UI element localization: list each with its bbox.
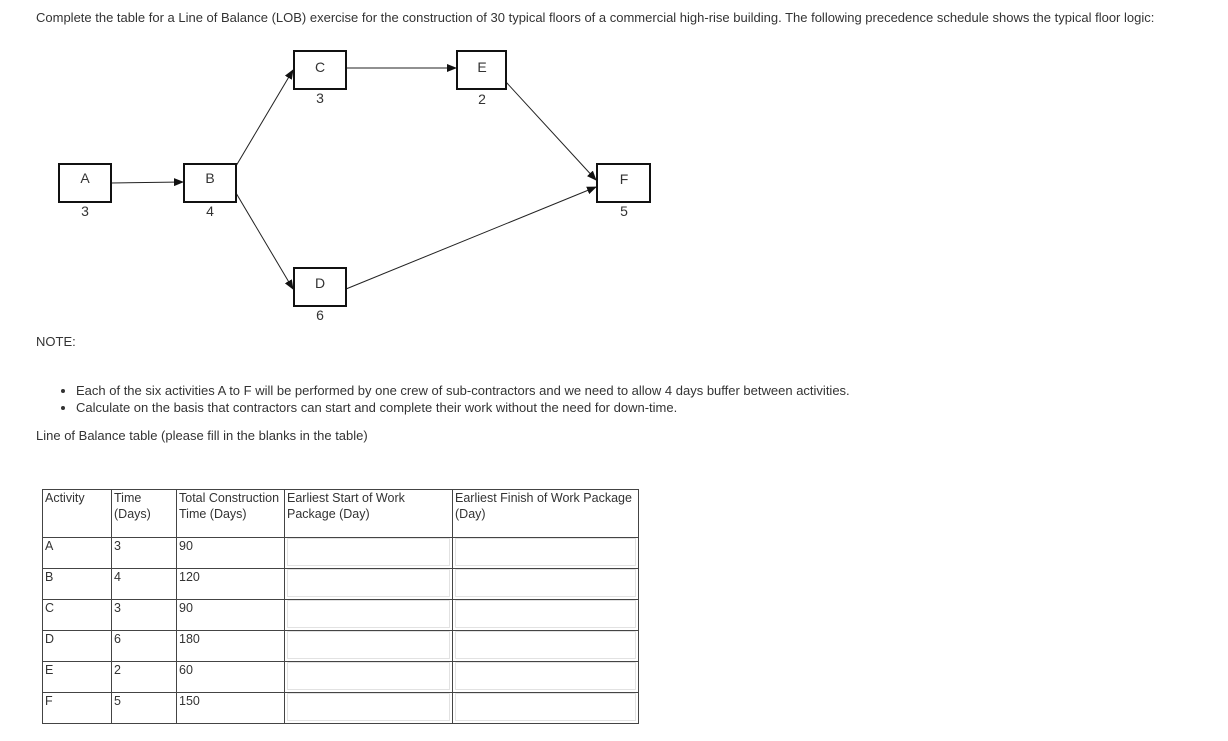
cell-total: 150 — [177, 693, 285, 724]
node-e — [457, 51, 506, 107]
node-f-letter: F — [619, 171, 629, 187]
earliest-finish-input[interactable] — [455, 662, 636, 690]
earliest-finish-input[interactable] — [455, 631, 636, 659]
earliest-start-input[interactable] — [287, 662, 450, 690]
arrow-a-to-b — [111, 182, 183, 183]
cell-time: 6 — [112, 631, 177, 662]
lob-table — [42, 489, 639, 724]
earliest-finish-input[interactable] — [455, 569, 636, 597]
cell-time: 5 — [112, 693, 177, 724]
node-b-duration: 4 — [206, 203, 214, 219]
cell-total: 120 — [177, 569, 285, 600]
node-b — [184, 164, 236, 219]
header-time: Time (Days) — [112, 490, 177, 538]
cell-earliest-start-blank[interactable] — [285, 693, 453, 724]
cell-total: 180 — [177, 631, 285, 662]
notes-list — [60, 382, 850, 416]
arrow-b-to-d — [236, 193, 293, 289]
header-activity: Activity — [43, 490, 112, 538]
earliest-finish-input[interactable] — [455, 600, 636, 628]
table-header-row — [43, 490, 639, 538]
node-c — [294, 51, 346, 106]
cell-earliest-start-blank[interactable] — [285, 538, 453, 569]
cell-earliest-finish-blank[interactable] — [453, 662, 639, 693]
cell-earliest-finish-blank[interactable] — [453, 569, 639, 600]
note-label: NOTE: — [36, 334, 76, 349]
precedence-diagram — [0, 0, 1228, 340]
cell-time: 2 — [112, 662, 177, 693]
earliest-start-input[interactable] — [287, 569, 450, 597]
note-item-buffer: • Each of the six activities A to F will be performed by one crew of sub-contractors and we need to allow 4 days buffer between activities. — [76, 382, 850, 399]
node-e-letter: E — [477, 59, 487, 75]
earliest-start-input[interactable] — [287, 693, 450, 721]
node-a-letter: A — [80, 170, 90, 186]
cell-activity: D — [43, 631, 112, 662]
cell-total: 60 — [177, 662, 285, 693]
cell-earliest-start-blank[interactable] — [285, 662, 453, 693]
table-row — [43, 693, 639, 724]
table-row — [43, 600, 639, 631]
earliest-finish-input[interactable] — [455, 538, 636, 566]
cell-earliest-finish-blank[interactable] — [453, 600, 639, 631]
note-item-downtime: • Calculate on the basis that contractors can start and complete their work without the need for down-time. — [76, 399, 850, 416]
cell-time: 3 — [112, 600, 177, 631]
header-earliest-finish: Earliest Finish of Work Package (Day) — [453, 490, 639, 538]
cell-earliest-finish-blank[interactable] — [453, 538, 639, 569]
table-row — [43, 631, 639, 662]
node-a-duration: 3 — [81, 203, 89, 219]
node-c-letter: C — [314, 59, 326, 75]
intro-text: Complete the table for a Line of Balance (LOB) exercise for the construction of 30 typical floors of a commercial high-rise building. The following precedence schedule shows the typical floor logic: — [36, 10, 1155, 25]
cell-activity: E — [43, 662, 112, 693]
node-d — [294, 268, 346, 323]
table-row — [43, 662, 639, 693]
header-earliest-start: Earliest Start of Work Package (Day) — [285, 490, 453, 538]
earliest-start-input[interactable] — [287, 600, 450, 628]
cell-activity: C — [43, 600, 112, 631]
arrow-d-to-f — [346, 187, 596, 289]
cell-earliest-finish-blank[interactable] — [453, 631, 639, 662]
table-caption: Line of Balance table (please fill in the blanks in the table) — [36, 428, 368, 443]
cell-activity: B — [43, 569, 112, 600]
node-c-duration: 3 — [316, 90, 324, 106]
node-a — [59, 164, 111, 219]
cell-total: 90 — [177, 538, 285, 569]
cell-time: 4 — [112, 569, 177, 600]
node-d-letter: D — [314, 275, 326, 291]
cell-activity: A — [43, 538, 112, 569]
header-total-time: Total Construction Time (Days) — [177, 490, 285, 538]
earliest-finish-input[interactable] — [455, 693, 636, 721]
cell-time: 3 — [112, 538, 177, 569]
cell-total: 90 — [177, 600, 285, 631]
arrow-e-to-f — [506, 82, 596, 180]
cell-earliest-start-blank[interactable] — [285, 600, 453, 631]
cell-earliest-start-blank[interactable] — [285, 569, 453, 600]
earliest-start-input[interactable] — [287, 538, 450, 566]
table-row — [43, 538, 639, 569]
cell-earliest-finish-blank[interactable] — [453, 693, 639, 724]
table-row — [43, 569, 639, 600]
earliest-start-input[interactable] — [287, 631, 450, 659]
node-f — [597, 164, 650, 219]
node-e-duration: 2 — [478, 91, 486, 107]
arrow-b-to-c — [236, 70, 293, 166]
node-d-duration: 6 — [316, 307, 324, 323]
node-f-duration: 5 — [620, 203, 628, 219]
node-b-letter: B — [205, 170, 215, 186]
cell-activity: F — [43, 693, 112, 724]
cell-earliest-start-blank[interactable] — [285, 631, 453, 662]
